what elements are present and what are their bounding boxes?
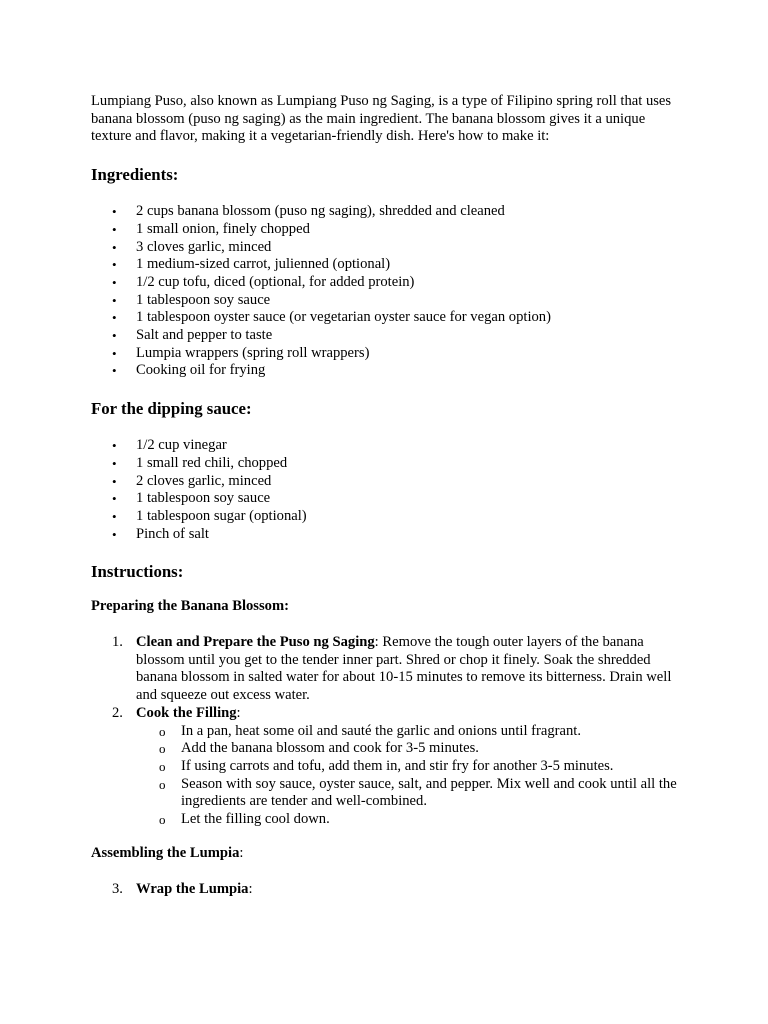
list-item: • Salt and pepper to taste	[112, 327, 273, 344]
bullet-icon: •	[112, 508, 117, 524]
bullet-icon: •	[112, 310, 117, 326]
bullet-icon: •	[112, 363, 117, 379]
list-item: • 1/2 cup tofu, diced (optional, for added protein)	[112, 273, 415, 290]
bullet-icon: •	[112, 274, 117, 290]
intro-paragraph: Lumpiang Puso, also known as Lumpiang Puso ng Saging, is a type of Filipino spring roll that uses banana blossom (puso ng saging) as the main ingredient. The banana blossom gives it a unique texture and flavor, making it a vegetarian-friendly dish. Here's how to make it:	[91, 93, 672, 145]
list-item: • 1 small onion, finely chopped	[112, 220, 310, 237]
cook-filling-sublist	[136, 723, 681, 829]
hollow-bullet-icon: o	[159, 758, 166, 774]
step-item: 3. Wrap the Lumpia:	[112, 880, 253, 897]
bullet-icon: •	[112, 491, 117, 507]
list-item: • Pinch of salt	[112, 525, 209, 542]
sub-list-item: o If using carrots and tofu, add them in, and stir fry for another 3-5 minutes.	[159, 757, 614, 774]
list-item: • 1/2 cup vinegar	[112, 437, 227, 454]
list-item: • 1 small red chili, chopped	[112, 454, 288, 471]
step-title: Clean and Prepare the Puso ng Saging	[136, 634, 375, 651]
list-item: • Cooking oil for frying	[112, 362, 266, 379]
sub-list-item: o Season with soy sauce, oyster sauce, salt, and pepper. Mix well and cook until all the ingredients are tender and well-combined.	[159, 775, 677, 810]
list-item: • 1 tablespoon soy sauce	[112, 490, 271, 507]
preparing-subheading: Preparing the Banana Blossom:	[91, 598, 289, 615]
assembling-subheading: Assembling the Lumpia:	[91, 844, 244, 861]
assembling-steps	[91, 881, 681, 899]
step-number: 3.	[112, 880, 123, 897]
hollow-bullet-icon: o	[159, 723, 166, 739]
list-item: • Lumpia wrappers (spring roll wrappers)	[112, 344, 370, 361]
step-title: Wrap the Lumpia	[136, 880, 249, 897]
bullet-icon: •	[112, 438, 117, 454]
list-item: • 1 tablespoon soy sauce	[112, 291, 271, 308]
dipping-sauce-list	[91, 437, 681, 543]
sub-list-item: o In a pan, heat some oil and sauté the garlic and onions until fragrant.	[159, 722, 581, 739]
list-item: • 3 cloves garlic, minced	[112, 238, 272, 255]
step-number: 2.	[112, 704, 123, 721]
step-title: Cook the Filling	[136, 704, 237, 721]
step-item: 1. Clean and Prepare the Puso ng Saging: Remove the tough outer layers of the banana blossom until you get to the tender inner part. Shred or chop it finely. Soak the shredded banana blossom in salted water for about 10-15 minutes to remove its bitterness. Drain well and squeeze out excess water.	[112, 634, 672, 704]
ingredients-list	[91, 203, 681, 380]
list-item: • 2 cups banana blossom (puso ng saging), shredded and cleaned	[112, 203, 505, 220]
bullet-icon: •	[112, 204, 117, 220]
hollow-bullet-icon: o	[159, 812, 166, 828]
bullet-icon: •	[112, 473, 117, 489]
document-body	[91, 93, 681, 898]
list-item: • 2 cloves garlic, minced	[112, 472, 272, 489]
bullet-icon: •	[112, 455, 117, 471]
bullet-icon: •	[112, 239, 117, 255]
bullet-icon: •	[112, 221, 117, 237]
step-number: 1.	[112, 634, 123, 651]
bullet-icon: •	[112, 328, 117, 344]
bullet-icon: •	[112, 257, 117, 273]
ingredients-heading: Ingredients:	[91, 165, 179, 185]
hollow-bullet-icon: o	[159, 776, 166, 792]
list-item: • 1 tablespoon oyster sauce (or vegetarian oyster sauce for vegan option)	[112, 309, 551, 326]
bullet-icon: •	[112, 345, 117, 361]
bullet-icon: •	[112, 526, 117, 542]
sub-list-item: o Add the banana blossom and cook for 3-5 minutes.	[159, 740, 479, 757]
preparing-steps	[91, 634, 681, 829]
hollow-bullet-icon: o	[159, 741, 166, 757]
sub-list-item: o Let the filling cool down.	[159, 811, 330, 828]
step-item: 2. Cook the Filling: o In a pan, heat some oil and sauté the garlic and onions until fragrant. o Add the banana blossom and cook for 3-5 minutes. o If using carrots and tofu, add them in, and stir fry for another 3-5 minutes. o Season with soy sauce, oyster sauce, salt, and pepper. Mix well and cook until all the ingredients are tender and well-combined. o Let the filling cool down.	[91, 705, 681, 829]
dipping-sauce-heading: For the dipping sauce:	[91, 399, 252, 419]
step-text: Remove the tough outer layers of the banana blossom until you get to the tender inner part. Shred or chop it finely. Soak the shredded banana blossom in salted water for about 10-15 minutes to remove its bitterness. Drain well and squeeze out excess water.	[136, 634, 672, 704]
bullet-icon: •	[112, 292, 117, 308]
instructions-heading: Instructions:	[91, 562, 184, 582]
list-item: • 1 tablespoon sugar (optional)	[112, 507, 307, 524]
list-item: • 1 medium-sized carrot, julienned (optional)	[112, 256, 391, 273]
